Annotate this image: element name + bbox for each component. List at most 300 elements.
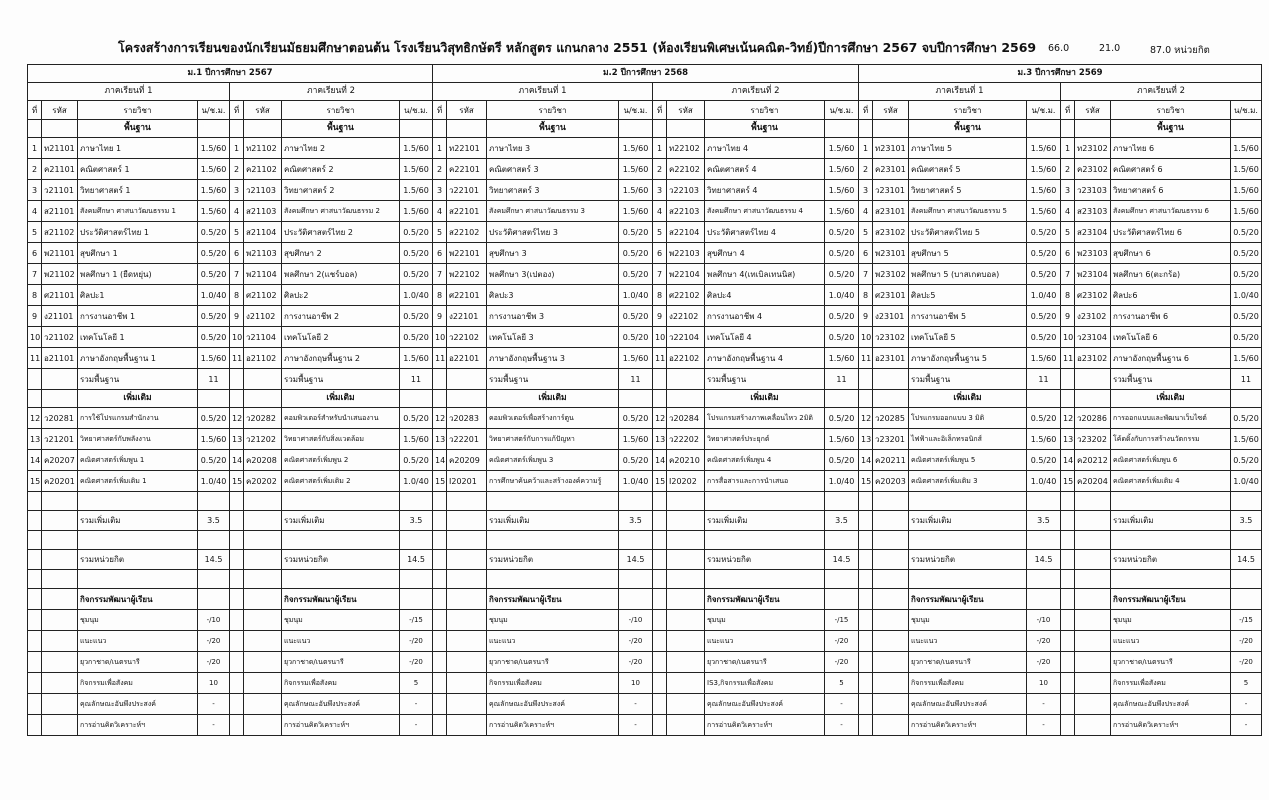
course-hours: 1.5/60 [198, 348, 230, 369]
section-extra-label: เพิ่มเติม [909, 390, 1027, 408]
activity-value: -/15 [400, 610, 433, 631]
course-code: ท22101 [447, 138, 487, 159]
cell-blank [244, 550, 282, 570]
course-name: การงานอาชีพ 5 [909, 306, 1027, 327]
cell-blank [230, 694, 244, 715]
blank-row [28, 492, 1262, 511]
table-row [28, 450, 1262, 471]
course-no: 8 [230, 285, 244, 306]
course-code: ส23101 [873, 201, 909, 222]
section-blank [859, 120, 873, 138]
cell-blank [873, 610, 909, 631]
course-hours: 0.5/20 [400, 306, 433, 327]
course-code: ศ21102 [244, 285, 282, 306]
course-code: ส21104 [244, 222, 282, 243]
activity-name: แนะแนว [1111, 631, 1231, 652]
cell-blank [433, 550, 447, 570]
course-name: สังคมศึกษา ศาสนาวัฒนธรรม 4 [705, 201, 825, 222]
course-no: 14 [859, 450, 873, 471]
section-blank [433, 120, 447, 138]
col-header-hours: น/ช.ม. [619, 101, 653, 120]
cell-blank [42, 694, 78, 715]
cell-blank [873, 550, 909, 570]
course-hours: 1.0/40 [619, 285, 653, 306]
course-no: 10 [433, 327, 447, 348]
course-code: อ23101 [873, 348, 909, 369]
activity-value: -/20 [1231, 652, 1262, 673]
section-blank [447, 120, 487, 138]
course-no: 8 [1061, 285, 1075, 306]
course-name: ศิลปะ4 [705, 285, 825, 306]
cell-blank [447, 610, 487, 631]
table-row [28, 306, 1262, 327]
cell-blank [230, 550, 244, 570]
cell-blank [1061, 715, 1075, 736]
course-code: ว20281 [42, 408, 78, 429]
cell-blank [1061, 610, 1075, 631]
course-name: คณิตศาสตร์เพิ่มเติม 2 [282, 471, 400, 492]
course-name: คณิตศาสตร์ 1 [78, 159, 198, 180]
course-no: 5 [28, 222, 42, 243]
cell-blank [447, 631, 487, 652]
col-header-no: ที่ [859, 101, 873, 120]
activity-name: ชุมนุม [1111, 610, 1231, 631]
activities-header-row [28, 589, 1262, 610]
col-header-hours: น/ช.ม. [1231, 101, 1262, 120]
course-name: การงานอาชีพ 1 [78, 306, 198, 327]
course-name: วิทยาศาสตร์ 3 [487, 180, 619, 201]
course-code: ง21102 [244, 306, 282, 327]
course-code: ท23102 [1075, 138, 1111, 159]
col-header-no: ที่ [653, 101, 667, 120]
activities-label: กิจกรรมพัฒนาผู้เรียน [1111, 589, 1231, 610]
credit-total-label: รวมหน่วยกิต [705, 550, 825, 570]
activity-value: -/20 [1027, 652, 1061, 673]
cell-blank [667, 369, 705, 390]
cell-blank [667, 673, 705, 694]
course-hours: 0.5/20 [619, 306, 653, 327]
cell-blank [42, 631, 78, 652]
activity-name: แนะแนว [487, 631, 619, 652]
course-no: 7 [1061, 264, 1075, 285]
cell-blank [873, 492, 909, 511]
activity-name: การอ่านคิดวิเคราะห์ฯ [1111, 715, 1231, 736]
course-name: พลศึกษา 6(ตะกร้อ) [1111, 264, 1231, 285]
cell-blank [653, 550, 667, 570]
cell-blank [825, 531, 859, 550]
course-no: 14 [653, 450, 667, 471]
cell-blank [1061, 694, 1075, 715]
course-code: พ21102 [42, 264, 78, 285]
basic-total-value: 11 [1231, 369, 1262, 390]
cell-blank [42, 511, 78, 531]
course-hours: 0.5/20 [400, 243, 433, 264]
cell-blank [653, 570, 667, 589]
cell-blank [705, 570, 825, 589]
course-code: พ23104 [1075, 264, 1111, 285]
course-hours: 0.5/20 [825, 306, 859, 327]
activity-value: -/20 [400, 631, 433, 652]
activity-value: -/20 [619, 631, 653, 652]
table-row [28, 264, 1262, 285]
cell-blank [42, 610, 78, 631]
cell-blank [873, 589, 909, 610]
course-no: 8 [433, 285, 447, 306]
course-code: ว23201 [873, 429, 909, 450]
activities-label: กิจกรรมพัฒนาผู้เรียน [487, 589, 619, 610]
course-hours: 1.5/60 [198, 429, 230, 450]
cell-blank [909, 531, 1027, 550]
course-hours: 0.5/20 [619, 264, 653, 285]
cell-blank [653, 652, 667, 673]
cell-blank [653, 631, 667, 652]
term-label: ภาคเรียนที่ 1 [433, 83, 653, 101]
course-no: 11 [859, 348, 873, 369]
course-code: ว22103 [667, 180, 705, 201]
activity-name: การอ่านคิดวิเคราะห์ฯ [909, 715, 1027, 736]
cell-blank [1061, 550, 1075, 570]
course-code: ส21102 [42, 222, 78, 243]
activity-name: แนะแนว [705, 631, 825, 652]
course-no: 9 [653, 306, 667, 327]
course-no: 2 [859, 159, 873, 180]
cell-blank [873, 531, 909, 550]
activity-value: 5 [400, 673, 433, 694]
course-hours: 1.5/60 [1231, 138, 1262, 159]
course-name: ภาษาอังกฤษพื้นฐาน 1 [78, 348, 198, 369]
cell-blank [447, 694, 487, 715]
course-code: ค22102 [667, 159, 705, 180]
cell-blank [244, 694, 282, 715]
cell-blank [42, 531, 78, 550]
course-name: โปรแกรมออกแบบ 3 มิติ [909, 408, 1027, 429]
course-hours: 0.5/20 [825, 327, 859, 348]
cell-blank [705, 531, 825, 550]
course-name: สุขศึกษา 4 [705, 243, 825, 264]
course-hours: 0.5/20 [619, 243, 653, 264]
course-code: ส22102 [447, 222, 487, 243]
course-code: ค20203 [873, 471, 909, 492]
course-no: 6 [28, 243, 42, 264]
course-no: 4 [1061, 201, 1075, 222]
activity-value: 10 [619, 673, 653, 694]
cell-blank [667, 694, 705, 715]
activity-value: - [1027, 715, 1061, 736]
activity-value: 5 [1231, 673, 1262, 694]
extra-total-value: 3.5 [619, 511, 653, 531]
col-header-subject: รายวิชา [78, 101, 198, 120]
course-name: ประวัติศาสตร์ไทย 1 [78, 222, 198, 243]
cell-blank [653, 694, 667, 715]
course-name: การงานอาชีพ 6 [1111, 306, 1231, 327]
course-hours: 0.5/20 [1231, 243, 1262, 264]
term-label: ภาคเรียนที่ 1 [28, 83, 230, 101]
basic-total-row [28, 369, 1262, 390]
course-hours: 1.0/40 [1027, 285, 1061, 306]
course-hours: 0.5/20 [1027, 408, 1061, 429]
course-no: 3 [433, 180, 447, 201]
course-code: ว23102 [873, 327, 909, 348]
course-code: ว20284 [667, 408, 705, 429]
cell-blank [667, 715, 705, 736]
cell-blank [653, 715, 667, 736]
col-header-code: รหัส [447, 101, 487, 120]
activity-name: แนะแนว [78, 631, 198, 652]
course-hours: 0.5/20 [198, 450, 230, 471]
section-extra-row [28, 390, 1262, 408]
course-name: การงานอาชีพ 2 [282, 306, 400, 327]
course-hours: 1.0/40 [825, 471, 859, 492]
basic-total-label: รวมพื้นฐาน [78, 369, 198, 390]
course-name: คณิตศาสตร์เพิ่มเติม 4 [1111, 471, 1231, 492]
course-name: สังคมศึกษา ศาสนาวัฒนธรรม 6 [1111, 201, 1231, 222]
course-no: 5 [230, 222, 244, 243]
cell-blank [1061, 492, 1075, 511]
curriculum-table [27, 64, 1262, 736]
section-blank [1231, 390, 1262, 408]
course-no: 12 [1061, 408, 1075, 429]
cell-blank [28, 511, 42, 531]
activities-label: กิจกรรมพัฒนาผู้เรียน [705, 589, 825, 610]
activity-name: การอ่านคิดวิเคราะห์ฯ [705, 715, 825, 736]
course-code: ว22104 [667, 327, 705, 348]
course-name: วิทยาศาสตร์กับการแก้ปัญหา [487, 429, 619, 450]
cell-blank [653, 589, 667, 610]
course-hours: 1.0/40 [619, 471, 653, 492]
section-blank [198, 390, 230, 408]
cell-blank [667, 631, 705, 652]
course-no: 3 [230, 180, 244, 201]
course-hours: 0.5/20 [198, 222, 230, 243]
course-no: 13 [433, 429, 447, 450]
course-code: ง23102 [1075, 306, 1111, 327]
course-name: สังคมศึกษา ศาสนาวัฒนธรรม 3 [487, 201, 619, 222]
course-code: ท23101 [873, 138, 909, 159]
cell-blank [1231, 589, 1262, 610]
course-hours: 0.5/20 [400, 327, 433, 348]
course-name: การสื่อสารและการนำเสนอ [705, 471, 825, 492]
col-header-subject: รายวิชา [487, 101, 619, 120]
course-hours: 1.0/40 [400, 285, 433, 306]
cell-blank [667, 589, 705, 610]
cell-blank [859, 492, 873, 511]
table-row [28, 408, 1262, 429]
course-code: พ22104 [667, 264, 705, 285]
credit-basic-total: 66.0 [1048, 43, 1070, 54]
basic-total-value: 11 [619, 369, 653, 390]
course-name: ภาษาไทย 6 [1111, 138, 1231, 159]
course-name: คณิตศาสตร์ 5 [909, 159, 1027, 180]
section-blank [1061, 390, 1075, 408]
cell-blank [28, 492, 42, 511]
extra-total-value: 3.5 [400, 511, 433, 531]
cell-blank [230, 531, 244, 550]
cell-blank [447, 673, 487, 694]
cell-blank [447, 570, 487, 589]
cell-blank [433, 369, 447, 390]
course-hours: 1.5/60 [619, 159, 653, 180]
cell-blank [653, 673, 667, 694]
cell-blank [282, 570, 400, 589]
course-no: 10 [653, 327, 667, 348]
cell-blank [198, 531, 230, 550]
course-code: ส22103 [667, 201, 705, 222]
credit-total-label: รวมหน่วยกิต [282, 550, 400, 570]
cell-blank [859, 570, 873, 589]
document-title: โครงสร้างการเรียนของนักเรียนมัธยมศึกษาตอนต้น โรงเรียนวิสุทธิกษัตรี หลักสูตร แกนกลาง 2551 (ห้องเรียนพิเศษเน้นคณิต-วิทย์)ปีการศึกษา 2567 จบปีการศึกษา 2569 [118, 40, 1037, 55]
cell-blank [42, 715, 78, 736]
course-code: ค23102 [1075, 159, 1111, 180]
course-hours: 0.5/20 [1231, 264, 1262, 285]
activity-value: -/10 [198, 610, 230, 631]
activity-value: - [198, 715, 230, 736]
course-name: ไฟฟ้าและอิเล็กทรอนิกส์ [909, 429, 1027, 450]
course-name: ภาษาอังกฤษพื้นฐาน 5 [909, 348, 1027, 369]
cell-blank [859, 550, 873, 570]
cell-blank [619, 492, 653, 511]
course-no: 15 [1061, 471, 1075, 492]
course-code: อ23102 [1075, 348, 1111, 369]
basic-total-value: 11 [1027, 369, 1061, 390]
course-code: ว22202 [667, 429, 705, 450]
course-no: 13 [28, 429, 42, 450]
course-code: ง23101 [873, 306, 909, 327]
col-header-subject: รายวิชา [282, 101, 400, 120]
course-name: เทคโนโลยี 3 [487, 327, 619, 348]
course-name: เทคโนโลยี 1 [78, 327, 198, 348]
course-name: สุขศึกษา 1 [78, 243, 198, 264]
activity-value: -/20 [1027, 631, 1061, 652]
course-code: พ22101 [447, 243, 487, 264]
col-header-code: รหัส [1075, 101, 1111, 120]
section-extra-label: เพิ่มเติม [1111, 390, 1231, 408]
table-row [28, 180, 1262, 201]
cell-blank [487, 531, 619, 550]
course-code: ค20210 [667, 450, 705, 471]
course-hours: 0.5/20 [619, 222, 653, 243]
activity-name: คุณลักษณะอันพึงประสงค์ [78, 694, 198, 715]
cell-blank [433, 673, 447, 694]
course-hours: 1.0/40 [1231, 471, 1262, 492]
credit-extra-total: 21.0 [1099, 43, 1121, 54]
section-blank [1027, 120, 1061, 138]
credit-total-label: รวมหน่วยกิต [78, 550, 198, 570]
course-name: คณิตศาสตร์เพิ่มพูน 1 [78, 450, 198, 471]
cell-blank [244, 570, 282, 589]
activity-name: ยุวกาชาด/เนตรนารี [909, 652, 1027, 673]
course-hours: 1.5/60 [1027, 201, 1061, 222]
course-code: I20202 [667, 471, 705, 492]
course-code: ว22201 [447, 429, 487, 450]
course-no: 5 [433, 222, 447, 243]
credit-total-value: 14.5 [825, 550, 859, 570]
course-no: 12 [28, 408, 42, 429]
section-blank [873, 120, 909, 138]
activity-name: ยุวกาชาด/เนตรนารี [282, 652, 400, 673]
cell-blank [1075, 531, 1111, 550]
course-code: ค20201 [42, 471, 78, 492]
blank-row [28, 531, 1262, 550]
cell-blank [78, 570, 198, 589]
table-row [28, 201, 1262, 222]
course-hours: 1.5/60 [400, 429, 433, 450]
course-code: ว21201 [42, 429, 78, 450]
course-hours: 0.5/20 [198, 264, 230, 285]
activity-name: กิจกรรมเพื่อสังคม [1111, 673, 1231, 694]
activity-name: แนะแนว [909, 631, 1027, 652]
col-header-subject: รายวิชา [705, 101, 825, 120]
cell-blank [282, 531, 400, 550]
course-no: 12 [859, 408, 873, 429]
course-hours: 1.5/60 [1027, 348, 1061, 369]
cell-blank [433, 694, 447, 715]
course-name: การออกแบบและพัฒนาเว็บไซต์ [1111, 408, 1231, 429]
cell-blank [1075, 492, 1111, 511]
cell-blank [230, 715, 244, 736]
section-blank [1027, 390, 1061, 408]
credit-total-value: 14.5 [400, 550, 433, 570]
section-blank [1231, 120, 1262, 138]
course-name: ศิลปะ3 [487, 285, 619, 306]
course-no: 4 [653, 201, 667, 222]
course-hours: 1.5/60 [198, 138, 230, 159]
course-hours: 1.0/40 [400, 471, 433, 492]
document-header [0, 32, 1269, 60]
cell-blank [230, 652, 244, 673]
cell-blank [1061, 589, 1075, 610]
course-no: 9 [433, 306, 447, 327]
course-code: พ23101 [873, 243, 909, 264]
cell-blank [28, 673, 42, 694]
activity-value: -/20 [1231, 631, 1262, 652]
section-blank [667, 120, 705, 138]
course-code: ว23103 [1075, 180, 1111, 201]
course-hours: 0.5/20 [198, 306, 230, 327]
course-no: 2 [1061, 159, 1075, 180]
table-row [28, 159, 1262, 180]
section-blank [825, 390, 859, 408]
activity-name: กิจกรรมเพื่อสังคม [282, 673, 400, 694]
course-name: ศิลปะ2 [282, 285, 400, 306]
cell-blank [1231, 570, 1262, 589]
activity-name: การอ่านคิดวิเคราะห์ฯ [487, 715, 619, 736]
cell-blank [667, 550, 705, 570]
course-code: อ21101 [42, 348, 78, 369]
activity-value: - [1231, 715, 1262, 736]
course-name: คณิตศาสตร์เพิ่มเติม 1 [78, 471, 198, 492]
cell-blank [859, 715, 873, 736]
cell-blank [198, 492, 230, 511]
activity-name: การอ่านคิดวิเคราะห์ฯ [282, 715, 400, 736]
course-hours: 1.5/60 [619, 138, 653, 159]
cell-blank [1061, 631, 1075, 652]
cell-blank [433, 589, 447, 610]
course-no: 14 [433, 450, 447, 471]
course-no: 2 [230, 159, 244, 180]
course-code: อ22101 [447, 348, 487, 369]
course-hours: 1.5/60 [400, 180, 433, 201]
activity-value: -/20 [400, 652, 433, 673]
cell-blank [244, 589, 282, 610]
cell-blank [909, 492, 1027, 511]
course-code: ท22102 [667, 138, 705, 159]
course-name: คณิตศาสตร์เพิ่มเติม 3 [909, 471, 1027, 492]
cell-blank [667, 652, 705, 673]
cell-blank [198, 589, 230, 610]
activity-value: 10 [198, 673, 230, 694]
course-hours: 0.5/20 [619, 408, 653, 429]
term-label: ภาคเรียนที่ 2 [1061, 83, 1262, 101]
